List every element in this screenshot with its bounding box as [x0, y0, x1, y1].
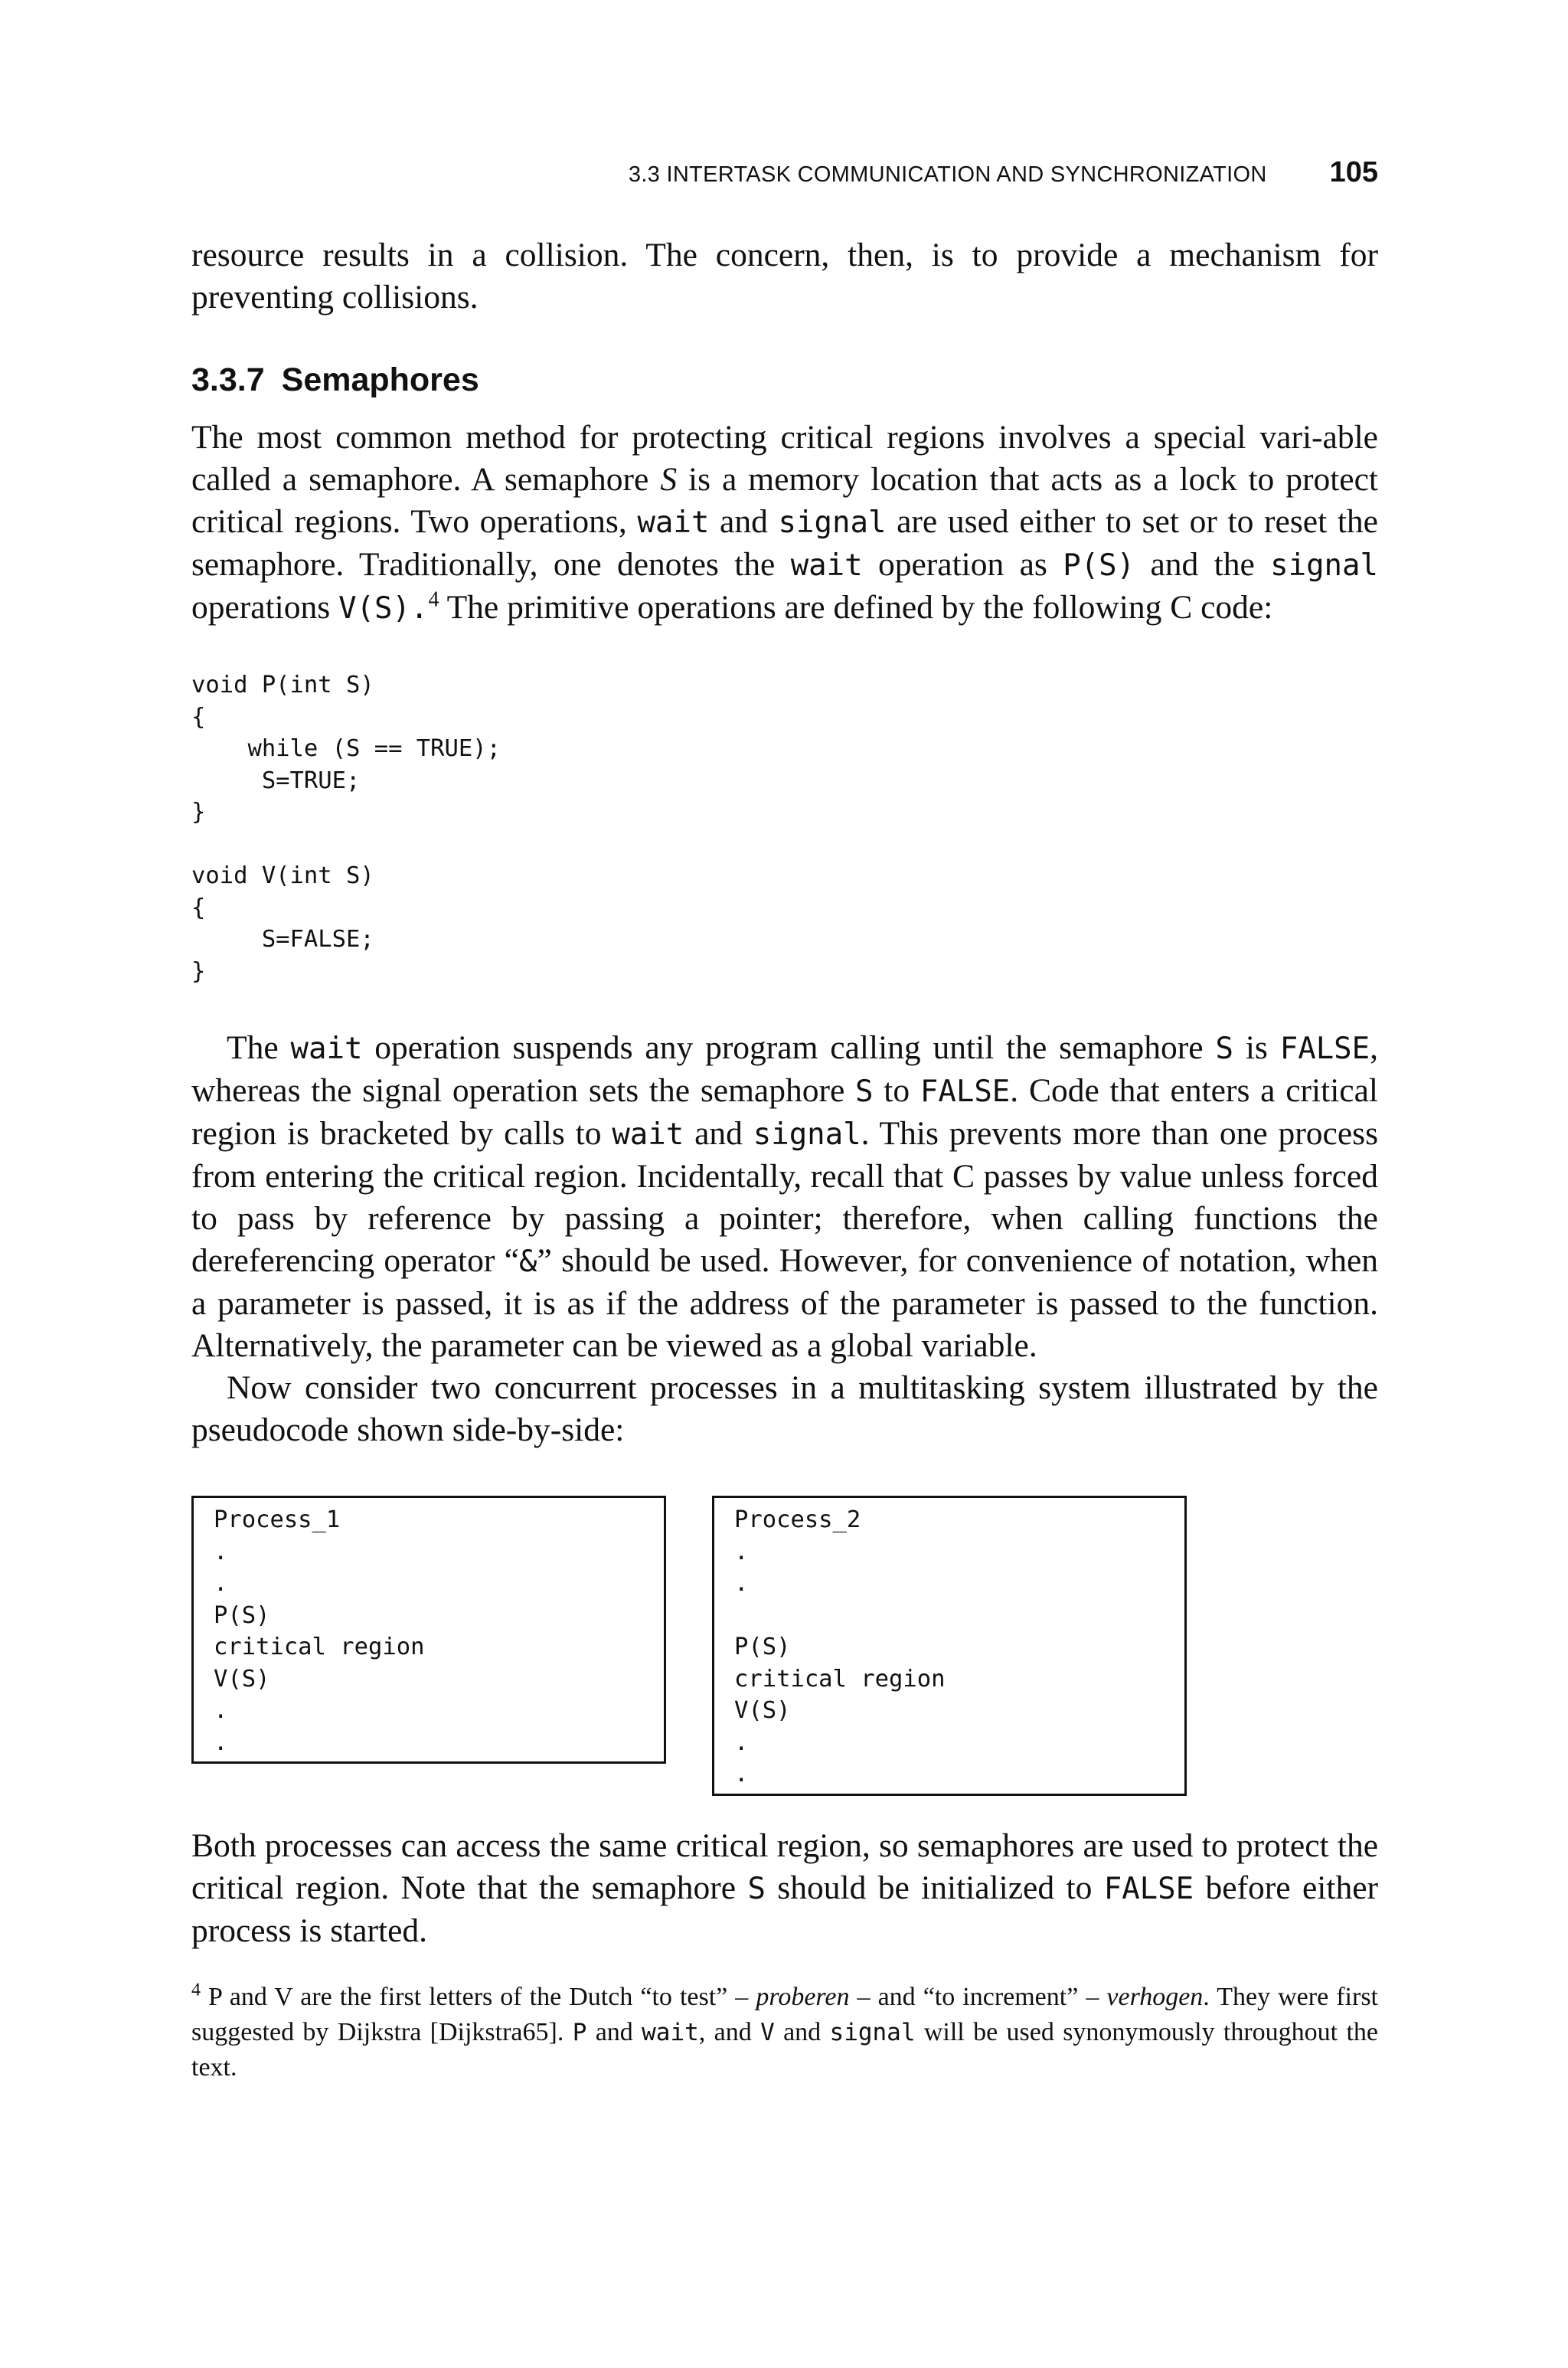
paragraph-initialization — [191, 1825, 1378, 1952]
text-run: . Code that enters a critical region is bracketed by calls to — [191, 1072, 1378, 1152]
inline-code: V(S). — [338, 591, 429, 626]
text-run: , and — [698, 2018, 761, 2046]
text-run: operations — [191, 589, 339, 626]
text-run: . They were first suggested by Dijkstra [Dijkstra65]. — [191, 1983, 1378, 2046]
text-run: to — [873, 1072, 920, 1109]
inline-code: P — [572, 2019, 587, 2046]
footnote — [191, 1980, 1378, 2085]
inline-code: signal — [778, 505, 887, 540]
inline-code: signal — [829, 2019, 916, 2046]
inline-code: S — [1215, 1032, 1233, 1066]
running-head — [191, 156, 1378, 189]
text-run: P and V are the first letters of the Dutch “to test” – — [201, 1983, 756, 2011]
text-run: and — [774, 2018, 830, 2046]
running-head-section: 3.3 INTERTASK COMMUNICATION AND SYNCHRONIZATION — [628, 162, 1267, 187]
inline-code: wait — [637, 505, 710, 540]
inline-code: signal — [1270, 548, 1378, 583]
section-title: Semaphores — [281, 361, 479, 398]
text-run: are used either to set or to reset the semaphore. Traditionally, one denotes the — [191, 503, 1378, 583]
inline-code: V — [760, 2019, 775, 2046]
paragraph-continued: resource results in a collision. The concern, then, is to provide a mechanism for preventing collisions. — [191, 237, 1378, 316]
footnote-marker: 4 — [191, 1980, 201, 2000]
text-run: before either process is started. — [191, 1869, 1379, 1949]
process-2-code: Process_2 . . P(S) critical region V(S) . . — [734, 1506, 946, 1787]
inline-code: S — [747, 1872, 766, 1906]
inline-code: wait — [612, 1117, 684, 1152]
c-code-block: void P(int S) { while (S == TRUE); S=TRUE; } void V(int S) { S=FALSE; } — [191, 672, 501, 985]
section-number: 3.3.7 — [191, 361, 265, 398]
italic-s: S — [660, 461, 678, 498]
italic-term: verhogen — [1106, 1983, 1204, 2011]
paragraph-concurrent-processes: Now consider two concurrent processes in a multitasking system illustrated by the pseudocode shown side-by-side: — [191, 1369, 1378, 1448]
inline-code: & — [518, 1245, 537, 1279]
inline-code: FALSE — [1103, 1872, 1194, 1906]
text-run: operation suspends any program calling until the semaphore — [362, 1029, 1216, 1066]
inline-code: S — [855, 1074, 874, 1109]
text-run: and — [684, 1115, 753, 1152]
process-2-box — [712, 1496, 1187, 1796]
text-run: – and “to increment” – — [849, 1983, 1107, 2011]
inline-code: wait — [642, 2019, 699, 2046]
process-pseudocode-row — [191, 1496, 1378, 1802]
page-number: 105 — [1329, 156, 1378, 188]
text-run: and the — [1135, 546, 1271, 583]
section-heading — [191, 360, 1378, 400]
text-run: is — [1233, 1029, 1280, 1066]
process-1-code: Process_1 . . P(S) critical region V(S) . . — [214, 1506, 425, 1756]
text-run: The — [227, 1029, 291, 1066]
paragraph-wait-signal — [191, 1027, 1378, 1367]
text-run: . This prevents more than one process from entering the critical region. Incidentally, recall that C passes by value unless forced to pass by reference by passing a pointer; therefore, when calling functions the dereferencing operator “ — [191, 1115, 1379, 1279]
footnote-marker: 4 — [428, 587, 439, 612]
text-run: should be initialized to — [765, 1869, 1104, 1906]
inline-code: FALSE — [920, 1074, 1011, 1109]
text-run: Both processes can access the same critical region, so semaphores are used to protect the critical region. Note that the semaphore — [191, 1827, 1378, 1906]
text-run: The most common method for protecting critical regions involves a special vari-able called a semaphore. A semaphore — [191, 419, 1378, 498]
inline-code: signal — [753, 1117, 861, 1152]
italic-term: proberen — [756, 1983, 850, 2011]
text-run: and — [709, 503, 779, 540]
inline-code: P(S) — [1063, 548, 1135, 583]
text-run: will be used synonymously throughout the text. — [191, 2018, 1378, 2082]
text-run: ” should be used. However, for convenience of notation, when a parameter is passed, it is as if the address of the parameter is passed to the function. Alternatively, the parameter can be viewed as a global variable. — [191, 1242, 1379, 1364]
text-run: is a memory location that acts as a lock to protect critical regions. Two operations, — [191, 461, 1379, 540]
text-run: The primitive operations are defined by the following C code: — [439, 589, 1273, 626]
page-body — [191, 234, 1378, 2085]
inline-code: wait — [290, 1032, 363, 1066]
process-1-box — [191, 1496, 666, 1764]
paragraph-semaphore-intro — [191, 417, 1378, 630]
inline-code: FALSE — [1279, 1032, 1370, 1066]
inline-code: wait — [790, 548, 863, 583]
text-run: operation as — [862, 546, 1063, 583]
text-run: and — [586, 2018, 642, 2046]
text-run: , whereas the signal operation sets the semaphore — [191, 1029, 1379, 1109]
